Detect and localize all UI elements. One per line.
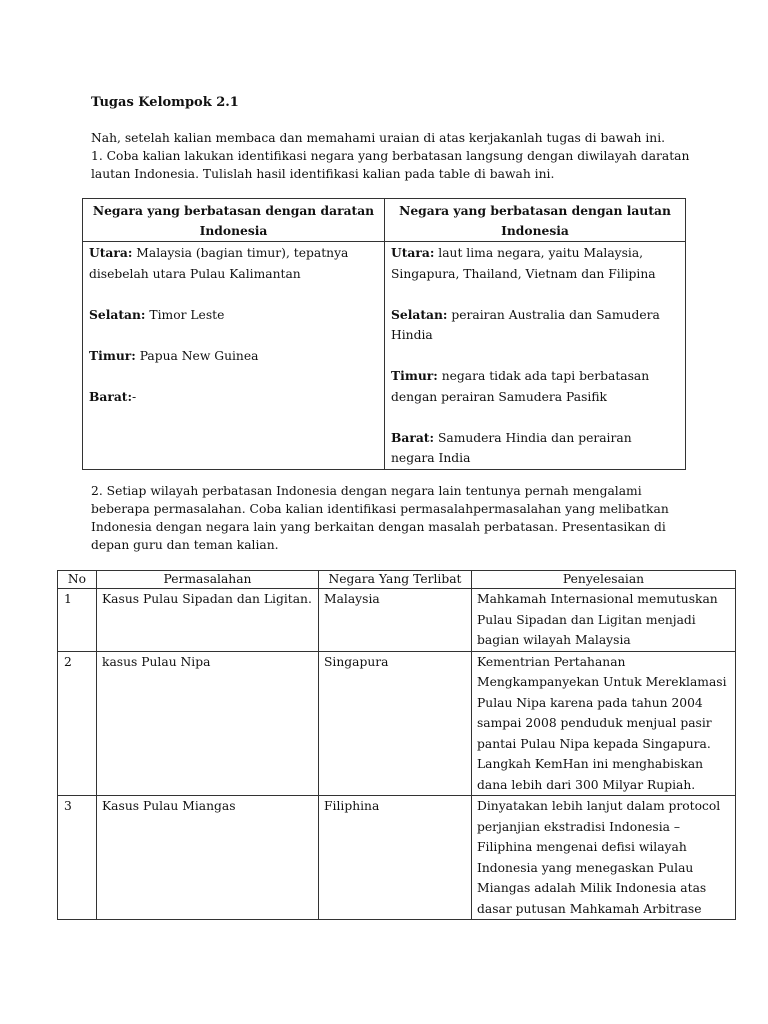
row-country: Malaysia	[319, 589, 472, 652]
header-problem: Permasalahan	[97, 571, 319, 589]
table-row	[58, 651, 736, 796]
border-table-row	[83, 242, 686, 470]
border-table	[82, 198, 686, 470]
land-west: Barat:-	[89, 388, 137, 404]
header-no: No	[58, 571, 97, 589]
row-no: 2	[58, 651, 97, 796]
sea-borders-cell	[385, 242, 686, 470]
land-south: Selatan: Timor Leste	[89, 306, 225, 322]
land-east: Timur: Papua New Guinea	[89, 347, 259, 363]
header-country: Negara Yang Terlibat	[319, 571, 472, 589]
row-solution: Mahkamah Internasional memutuskan Pulau Sipadan dan Ligitan menjadi bagian wilayah Malaysia	[472, 589, 736, 652]
intro-line-2: 1. Coba kalian lakukan identifikasi negara yang berbatasan langsung dengan diwilayah daratan lautan Indonesia. Tulislah hasil identifikasi kalian pada table di bawah ini.	[91, 149, 690, 181]
row-country: Filiphina	[319, 796, 472, 920]
header-solution: Penyelesaian	[472, 571, 736, 589]
intro-line-1: Nah, setelah kalian membaca dan memahami uraian di atas kerjakanlah tugas di bawah ini.	[91, 131, 666, 145]
row-no: 3	[58, 796, 97, 920]
header-land: Negara yang berbatasan dengan daratan Indonesia	[83, 199, 385, 242]
cases-table-header	[58, 571, 736, 589]
table-row	[58, 796, 736, 920]
land-north: Utara: Malaysia (bagian timur), tepatnya disebelah utara Pulau Kalimantan	[89, 245, 349, 281]
sea-south: Selatan: perairan Australia dan Samudera Hindia	[391, 306, 660, 342]
row-solution: Dinyatakan lebih lanjut dalam protocol perjanjian ekstradisi Indonesia – Filiphina mengenai defisi wilayah Indonesia yang menegaskan Pulau Miangas adalah Milik Indonesia atas dasar putusan Mahkamah Arbitrase	[472, 796, 736, 920]
page-title: Tugas Kelompok 2.1	[91, 95, 239, 110]
sea-east: Timur: negara tidak ada tapi berbatasan dengan perairan Samudera Pasifik	[391, 368, 650, 404]
row-no: 1	[58, 589, 97, 652]
sea-north: Utara: laut lima negara, yaitu Malaysia, Singapura, Thailand, Vietnam dan Filipina	[391, 245, 656, 281]
row-country: Singapura	[319, 651, 472, 796]
land-borders-cell	[83, 242, 385, 470]
cases-table	[57, 570, 736, 920]
row-solution: Kementrian Pertahanan Mengkampanyekan Untuk Mereklamasi Pulau Nipa karena pada tahun 2004 sampai 2008 penduduk menjual pasir pantai Pulau Nipa kepada Singapura. Langkah KemHan ini menghabiskan dana lebih dari 300 Milyar Rupiah.	[472, 651, 736, 796]
row-problem: Kasus Pulau Miangas	[97, 796, 319, 920]
row-problem: kasus Pulau Nipa	[97, 651, 319, 796]
sea-west: Barat: Samudera Hindia dan perairan negara India	[391, 429, 632, 465]
row-problem: Kasus Pulau Sipadan dan Ligitan.	[97, 589, 319, 652]
border-table-header	[83, 199, 686, 242]
intro-text	[91, 129, 691, 183]
task-2-text: 2. Setiap wilayah perbatasan Indonesia dengan negara lain tentunya pernah mengalami beberapa permasalahan. Coba kalian identifikasi permasalahpermasalahan yang melibatkan Indonesia dengan negara lain yang berkaitan dengan masalah perbatasan. Presentasikan di depan guru dan teman kalian.	[91, 484, 669, 552]
header-sea: Negara yang berbatasan dengan lautan Indonesia	[385, 199, 686, 242]
table-row	[58, 589, 736, 652]
